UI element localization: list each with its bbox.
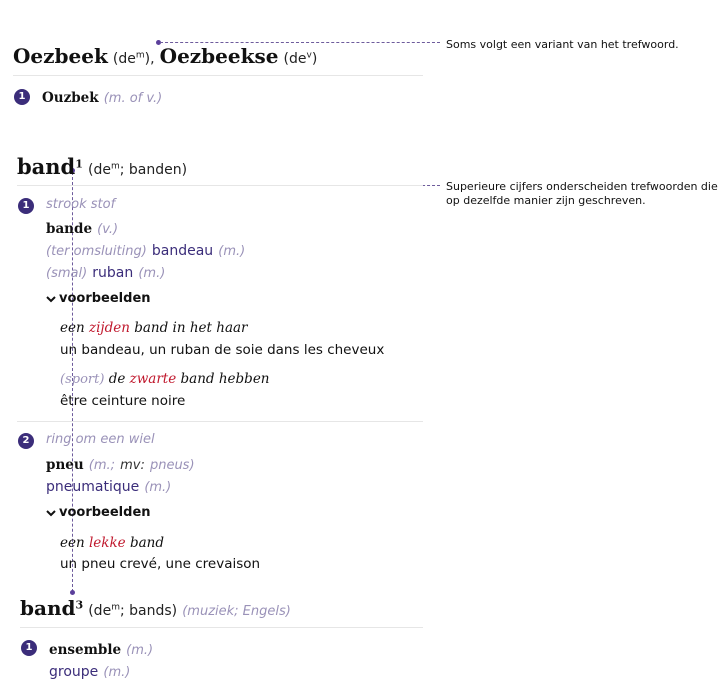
sense-number: 2: [18, 433, 34, 449]
example-translation: un bandeau, un ruban de soie dans les cheveux: [60, 342, 385, 358]
headword: band: [17, 154, 76, 179]
grammar-label: ($de^m$; banden): [88, 161, 188, 178]
chevron-down-icon: [46, 509, 56, 517]
sense-number: 1: [21, 640, 37, 656]
gender-label: $(de^m)$,: [112, 50, 155, 67]
sense-translation: bande (v.): [46, 221, 119, 237]
sense-alt-translation: pneumatique (m.): [46, 479, 172, 495]
sense-number: 1: [18, 198, 34, 214]
entry-band3-header: [20, 596, 291, 620]
homograph-number: 1: [75, 157, 83, 171]
example-phrase: een lekke band: [60, 535, 164, 551]
variant-headword: Oezbeekse: [159, 44, 279, 68]
chevron-down-icon: [46, 295, 56, 303]
headword: Oezbeek: [13, 44, 108, 68]
sense-context: strook stof: [46, 197, 116, 212]
annotation-dot-homograph-3: [70, 590, 75, 595]
examples-toggle[interactable]: voorbeelden: [46, 505, 151, 520]
divider: [20, 627, 423, 628]
homograph-number: 3: [75, 598, 84, 612]
sense-context: ring om een wiel: [46, 432, 155, 447]
divider: [13, 75, 423, 76]
grammar-label: ($de^m$; bands): [88, 602, 178, 619]
annotation-note-variant: Soms volgt een variant van het trefwoord.: [446, 38, 679, 51]
sense-translation: ensemble (m.): [49, 642, 154, 658]
example-phrase: een zijden band in het haar: [60, 320, 248, 336]
example-translation: être ceinture noire: [60, 393, 186, 409]
entry-band1-header: [17, 154, 187, 179]
usage-labels: (muziek; Engels): [182, 604, 291, 619]
sense-alt-translation: groupe (m.): [49, 664, 131, 680]
example-phrase: (sport) de zwarte band hebben: [60, 371, 270, 387]
sense-alt-translation: (ter omsluiting) bandeau (m.): [46, 243, 246, 259]
sense-translation: pneu (m.; mv: pneus): [46, 457, 195, 473]
sense-number: 1: [14, 89, 30, 105]
headword: band: [20, 596, 76, 620]
annotation-line-variant: [160, 42, 440, 43]
divider: [17, 421, 423, 422]
annotation-note-homograph: Superieure cijfers onderscheiden trefwoorden die op dezelfde manier zijn geschreven.: [446, 180, 718, 207]
divider: [17, 185, 423, 186]
example-translation: un pneu crevé, une crevaison: [60, 556, 261, 572]
entry-oezbeek-header: [13, 44, 317, 68]
variant-gender-label: $(de^v)$: [283, 50, 318, 67]
sense-translation: Ouzbek (m. of v.): [42, 90, 163, 106]
examples-toggle[interactable]: voorbeelden: [46, 291, 151, 306]
sense-alt-translation: (smal) ruban (m.): [46, 265, 166, 281]
